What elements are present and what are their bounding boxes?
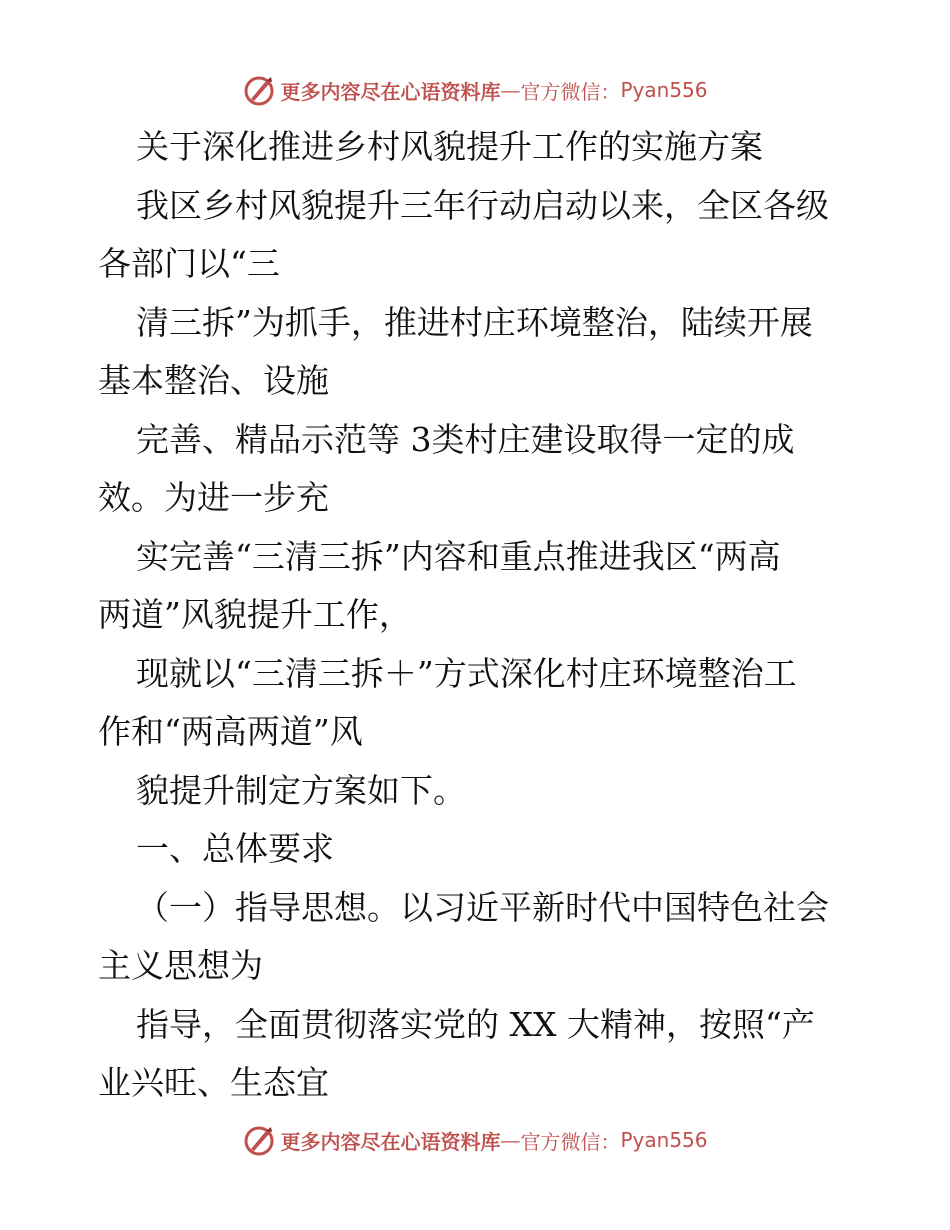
paragraph-line: 清三拆”为抓手，推进村庄环境整治，陆续开展 [136, 302, 813, 342]
section-heading: 一、总体要求 [136, 829, 334, 868]
watermark-separator: — [500, 78, 521, 102]
paragraph-line: 现就以“三清三拆＋”方式深化村庄环境整治工 [136, 653, 797, 693]
footer-watermark [0, 1120, 950, 1160]
paragraph-line: （一）指导思想。以习近平新时代中国特色社会 [136, 887, 829, 927]
watermark-wechat-id: Pyan556 [620, 1128, 708, 1152]
header-watermark [0, 70, 950, 110]
watermark-wechat-id: Pyan556 [620, 78, 708, 102]
watermark-wechat-label: 官方微信： [520, 1129, 621, 1154]
paragraph-line: 效。为进一步充 [98, 478, 329, 517]
paragraph-line: 两道”风貌提升工作， [98, 595, 412, 634]
paragraph-line: 完善、精品示范等 3类村庄建设取得一定的成 [136, 419, 795, 459]
paragraph-line: 实完善“三清三拆”内容和重点推进我区“两高 [136, 536, 781, 576]
paragraph-line: 主义思想为 [98, 946, 263, 985]
quill-pen-logo-icon [242, 73, 276, 107]
paragraph-line: 业兴旺、生态宜 [98, 1063, 329, 1102]
watermark-site: 更多内容尽在心语资料库 [280, 79, 501, 104]
paragraph-line: 各部门以“三 [98, 244, 280, 283]
paragraph-line: 我区乡村风貌提升三年行动启动以来，全区各级 [136, 185, 829, 225]
document-body [98, 118, 858, 1113]
paragraph-line: 貌提升制定方案如下。 [136, 770, 466, 810]
paragraph-line: 基本整治、设施 [98, 361, 329, 400]
watermark-separator: — [500, 1128, 521, 1152]
paragraph-line: 指导，全面贯彻落实党的 XX 大精神，按照“产 [136, 1004, 815, 1044]
document-title: 关于深化推进乡村风貌提升工作的实施方案 [136, 127, 763, 166]
paragraph-line: 作和“两高两道”风 [98, 712, 363, 751]
quill-pen-logo-icon [242, 1123, 276, 1157]
watermark-wechat-label: 官方微信： [520, 79, 621, 104]
watermark-site: 更多内容尽在心语资料库 [280, 1129, 501, 1154]
